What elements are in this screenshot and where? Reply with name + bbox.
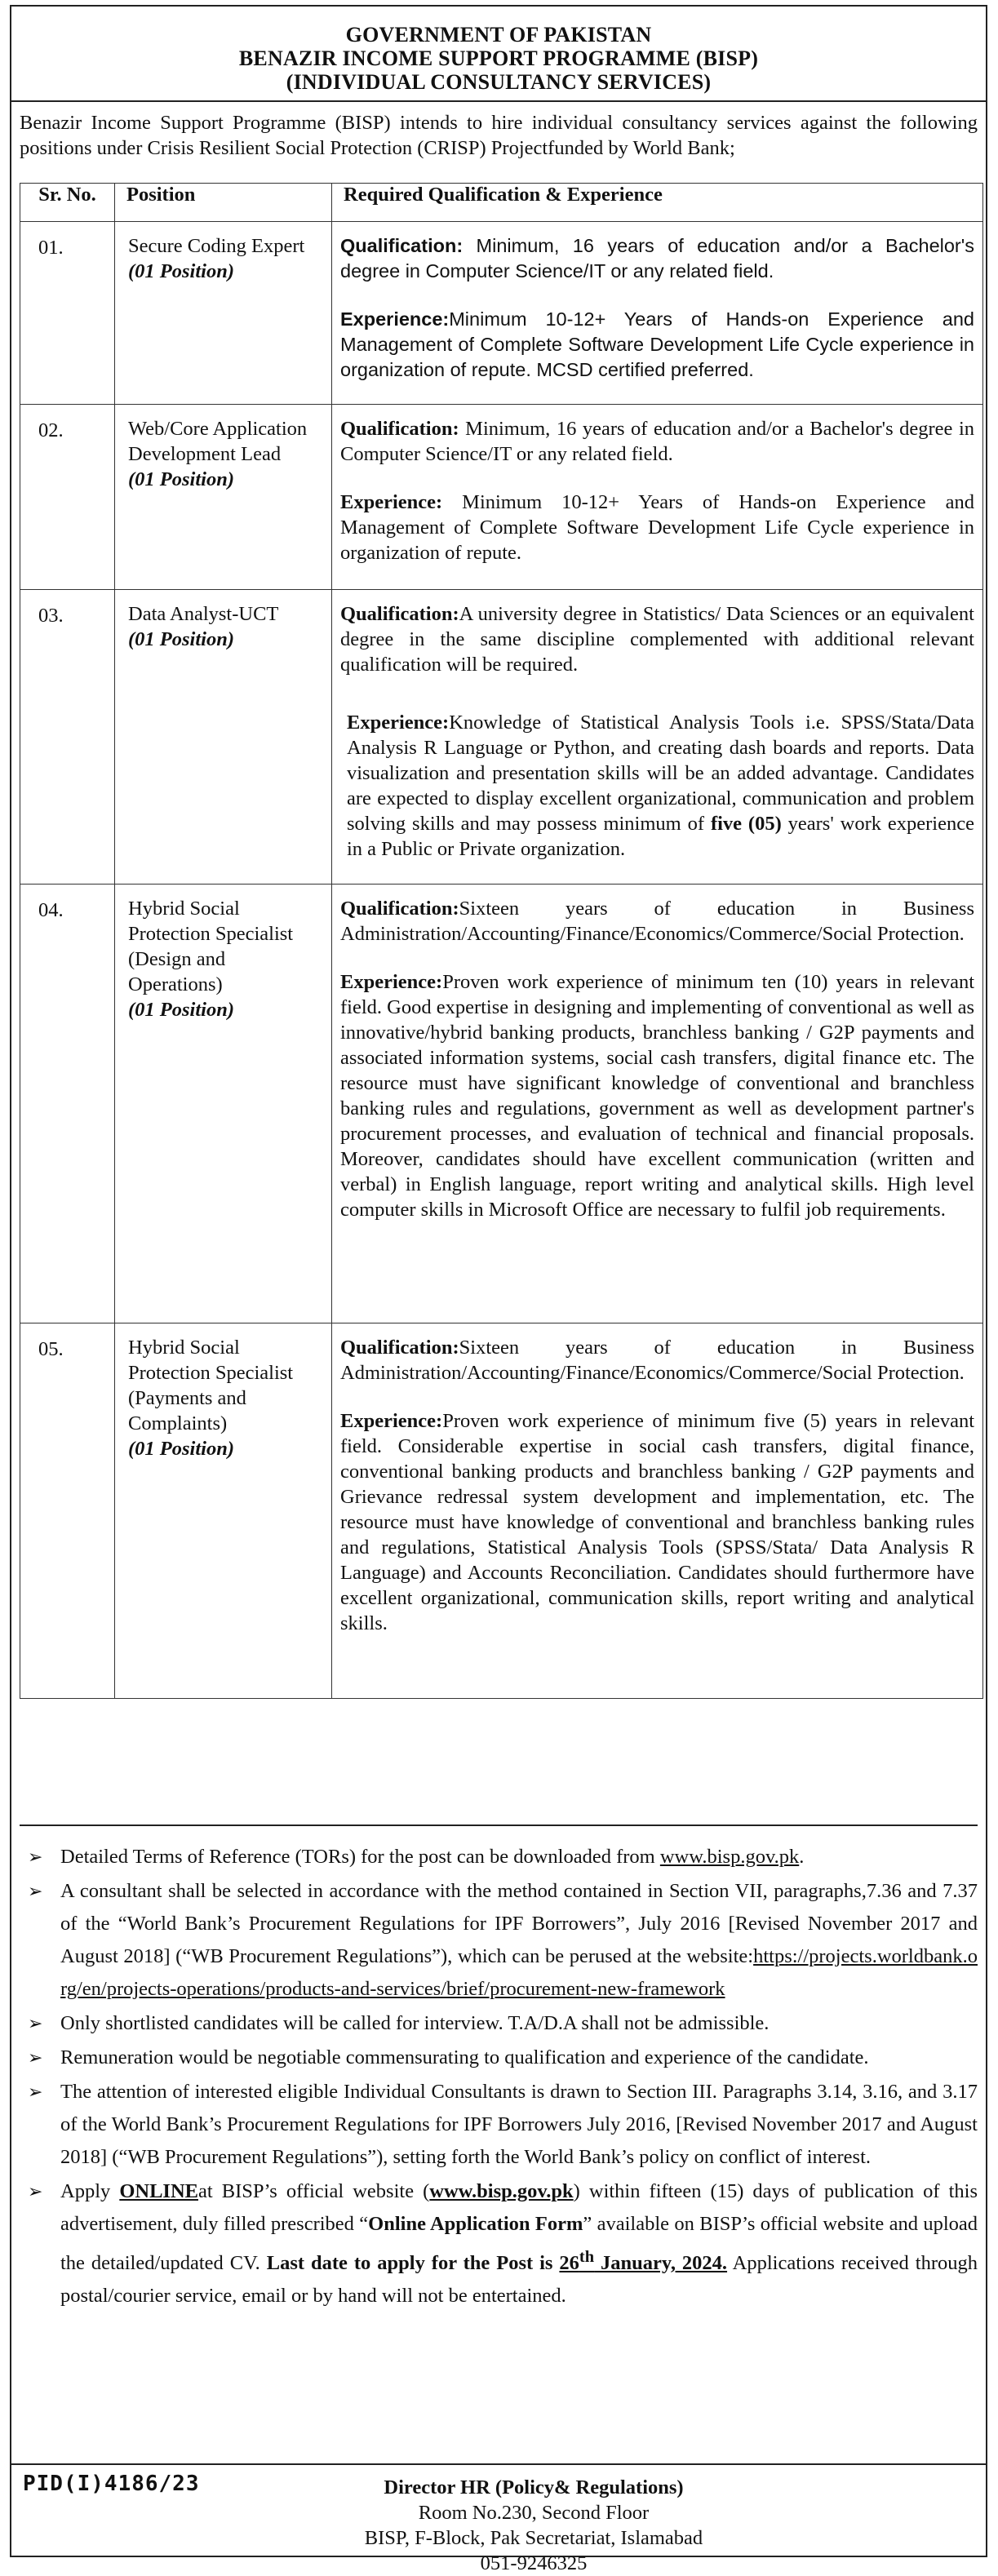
qualification [340, 416, 974, 467]
position-count: (01 Position) [128, 999, 234, 1021]
last-date-label: Last date to apply for the Post is [266, 2252, 560, 2275]
row-sr: 03. [20, 590, 115, 885]
position-title: Secure Coding Expert [128, 235, 305, 257]
experience-text: Minimum 10-12+ Years of Hands-on Experience and Management of Complete Software Development Life Cycle experience in organization of repute. [340, 491, 974, 564]
experience-label: Experience: [340, 491, 443, 513]
position-count: (01 Position) [128, 1438, 234, 1460]
note-item [20, 2007, 978, 2040]
header-line-3: (INDIVIDUAL CONSULTANCY SERVICES) [286, 70, 712, 94]
online-form-emphasis: Online Application Form [368, 2213, 583, 2235]
row-position [115, 885, 332, 1323]
col-header-sr: Sr. No. [20, 184, 115, 222]
qualification-text: Sixteen years of education in Business Administration/Accounting/Finance/Economics/Commerce/Social Protection. [340, 898, 974, 945]
col-header-requirements: Required Qualification & Experience [332, 184, 983, 222]
qualification-text: A university degree in Statistics/ Data Sciences or an equivalent degree in the same discipline complemented with additional relevant qualification will be required. [340, 603, 974, 676]
last-date-month-year: January, 2024. [594, 2252, 728, 2275]
position-title: Hybrid Social Protection Specialist (Payments and Complaints) [128, 1337, 294, 1434]
qualification-text: Minimum, 16 years of education and/or a Bachelor's degree in Computer Science/IT or any related field. [340, 418, 974, 465]
arrow-bullet-icon: ➢ [28, 2013, 43, 2033]
qualification-label: Qualification: [340, 418, 459, 440]
header [11, 7, 986, 94]
experience-label: Experience: [340, 308, 450, 330]
experience-text: Minimum 10-12+ Years of Hands-on Experience and Management of Complete Software Development Life Cycle experience in organization of repute. MCSD certified preferred. [340, 308, 974, 380]
position-count: (01 Position) [128, 260, 234, 282]
note-item [20, 1875, 978, 2006]
pid-number: PID(I)4186/23 [23, 2472, 200, 2496]
experience-label: Experience: [347, 712, 450, 734]
position-count: (01 Position) [128, 468, 234, 490]
note-text: Detailed Terms of Reference (TORs) for the post can be downloaded from [60, 1846, 660, 1868]
note-item [20, 2175, 978, 2312]
intro-paragraph: Benazir Income Support Programme (BISP) intends to hire individual consultancy services against the following positions under Crisis Resilient Social Protection (CRISP) Projectfunded by World Bank; [20, 112, 978, 159]
experience-text: Proven work experience of minimum ten (10) years in relevant field. Good expertise in designing and implementing of conventional as well as innovative/hybrid banking products, branchless banking / G2P payments and associated information systems, social cash transfers, digital finance etc. The resource must have significant knowledge of conventional and branchless banking rules and regulations, government as well as development partner's procurement processes, and evaluation of technical and financial proposals. Moreover, candidates should have excellent communication (written and verbal) in English language, report writing and analytical skills. High level computer skills in Microsoft Office are necessary to fulfil job requirements. [340, 971, 975, 1221]
row-position [115, 590, 332, 885]
row-sr: 01. [20, 222, 115, 405]
qualification-label: Qualification: [340, 1337, 459, 1359]
experience [340, 969, 974, 1222]
table-row [20, 222, 983, 405]
experience [340, 490, 974, 565]
note-item [20, 1841, 978, 1873]
note-text: The attention of interested eligible Individual Consultants is drawn to Section III. Paragraphs 3.14, 3.16, and 3.17 of the World Bank’s Procurement Regulations for IPF Borrowers July 2016, [Revised November 2017 and August 2018] (“WB Procurement Regulations”), setting forth the World Bank’s policy on conflict of interest. [60, 2081, 978, 2168]
header-line-2: BENAZIR INCOME SUPPORT PROGRAMME (BISP) [238, 47, 759, 70]
row-position [115, 405, 332, 590]
experience-text: Proven work experience of minimum five (5) years in relevant field. Considerable expertise in social cash transfers, digital finance, conventional banking products and branchless banking / G2P payments and Grievance redressal system development and implementation, etc. The resource must have knowledge of conventional and branchless banking rules and regulations, Statistical Analysis Tools (SPSS/Stata/ Data Analysis R Language) and Accounts Reconciliation. Candidates should furthermore have excellent organizational, communication skills, report writing and analytical skills. [340, 1410, 974, 1634]
qualification-text: Sixteen years of education in Business Administration/Accounting/Finance/Economics/Commerce/Social Protection. [340, 1337, 974, 1384]
note-text: ) within fifteen (15) days of publication of this advertisement, duly filled prescribed “ [60, 2180, 978, 2235]
note-text: ” available on BISP’s official website and upload the detailed/updated CV. [60, 2213, 978, 2275]
table-row [20, 1323, 983, 1699]
note-text: Only shortlisted candidates will be called for interview. T.A/D.A shall not be admissible. [60, 2012, 770, 2034]
qualification [340, 601, 974, 677]
note-text: A consultant shall be selected in accordance with the method contained in Section VII, paragraphs,7.36 and 7.37 of the “World Bank’s Procurement Regulations for IPF Borrowers”, July 2016 [Revised November 2017 and August 2018] (“WB Procurement Regulations”), which can be perused at the website: [60, 1880, 978, 1967]
note-text: Applications received through postal/courier service, email or by hand will not be entertained. [60, 2252, 978, 2308]
col-header-position: Position [115, 184, 332, 222]
experience-label: Experience: [340, 971, 443, 993]
notes-section [20, 1824, 978, 2314]
experience [340, 307, 974, 383]
note-item [20, 2042, 978, 2074]
positions-table [20, 183, 983, 1699]
qualification [340, 233, 974, 284]
online-emphasis: ONLINE [119, 2180, 198, 2202]
contact-room: Room No.230, Second Floor [418, 2502, 650, 2524]
row-requirements [332, 222, 983, 405]
table-header-row [20, 184, 983, 222]
contact-address-line: BISP, F-Block, Pak Secretariat, Islamabad 051-9246325 [364, 2527, 703, 2574]
row-requirements [332, 405, 983, 590]
arrow-bullet-icon: ➢ [28, 1847, 43, 1867]
position-count: (01 Position) [128, 628, 234, 650]
footer [11, 2463, 986, 2574]
note-text: at BISP’s official website ( [197, 2180, 430, 2202]
last-date-suffix: th [579, 2248, 595, 2266]
qualification [340, 1335, 974, 1386]
arrow-bullet-icon: ➢ [28, 2047, 43, 2068]
row-requirements [332, 1323, 983, 1699]
table-row [20, 405, 983, 590]
contact-address [354, 2475, 713, 2576]
position-title: Hybrid Social Protection Specialist (Design and Operations) [128, 898, 294, 995]
experience [340, 1408, 974, 1636]
position-title: Data Analyst-UCT [128, 603, 279, 625]
qualification-text: Minimum, 16 years of education and/or a Bachelor's degree in Computer Science/IT or any related field. [340, 235, 974, 282]
row-sr: 05. [20, 1323, 115, 1699]
row-sr: 04. [20, 885, 115, 1323]
table-row [20, 885, 983, 1323]
advertisement-page [10, 5, 987, 2574]
position-title: Web/Core Application Development Lead [128, 418, 308, 465]
qualification [340, 896, 974, 947]
experience [340, 710, 974, 862]
arrow-bullet-icon: ➢ [28, 1881, 43, 1901]
contact-title: Director HR (Policy& Regulations) [384, 2476, 684, 2498]
row-position [115, 222, 332, 405]
note-text: Remuneration would be negotiable commensurating to qualification and experience of the candidate. [60, 2046, 869, 2068]
row-position [115, 1323, 332, 1699]
qualification-label: Qualification: [340, 603, 459, 625]
worldbank-procurement-link[interactable]: https://projects.worldbank.org/en/projects-operations/products-and-services/brief/procurement-new-framework [60, 1945, 978, 2000]
row-sr: 02. [20, 405, 115, 590]
experience-bold: five (05) [710, 813, 782, 835]
bisp-website-link[interactable]: www.bisp.gov.pk [429, 2180, 574, 2202]
bisp-website-link[interactable]: www.bisp.gov.pk [659, 1846, 800, 1868]
note-text-end: . [799, 1846, 805, 1868]
qualification-label: Qualification: [340, 235, 464, 256]
row-requirements [332, 590, 983, 885]
arrow-bullet-icon: ➢ [28, 2082, 43, 2102]
last-date-day: 26 [559, 2252, 579, 2275]
row-requirements [332, 885, 983, 1323]
arrow-bullet-icon: ➢ [28, 2181, 43, 2201]
note-item [20, 2076, 978, 2174]
last-date [559, 2248, 728, 2275]
header-line-1: GOVERNMENT OF PAKISTAN [345, 23, 652, 47]
qualification-label: Qualification: [340, 898, 459, 920]
experience-text: Knowledge of Statistical Analysis Tools i.e. SPSS/Stata/Data Analysis R Language or Python, and creating dash boards and reports. Data visualization and presentation skills will be an added advantage. Candidates are expected to display excellent organizational, communication and problem solving skills and may possess minimum of [347, 712, 974, 835]
experience-label: Experience: [340, 1410, 443, 1432]
experience-tail: years' work experience in a Public or Private organization. [347, 813, 974, 860]
table-row [20, 590, 983, 885]
note-text: Apply [60, 2180, 120, 2202]
